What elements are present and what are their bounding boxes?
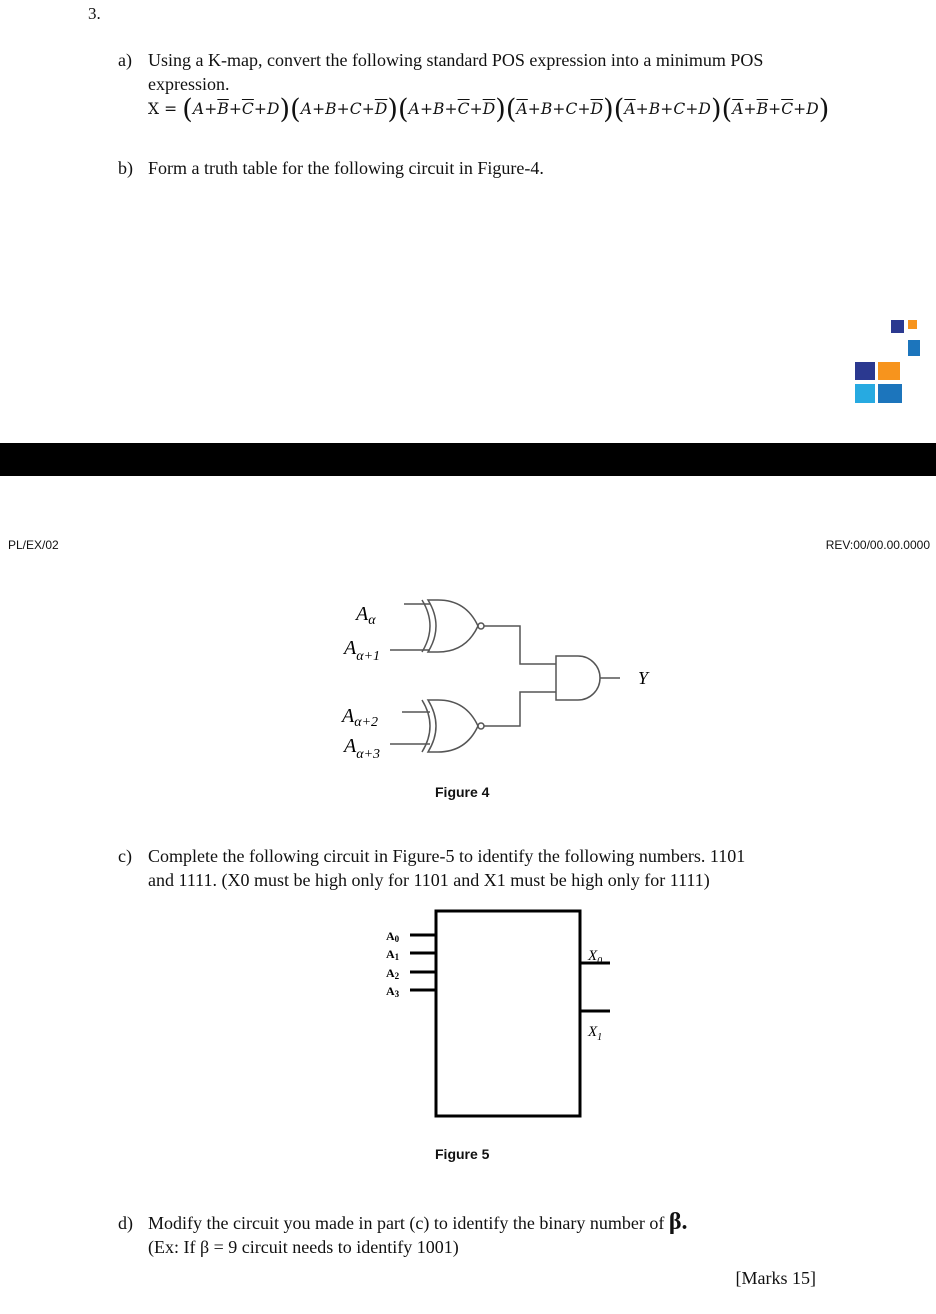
plus-operator: + — [228, 100, 242, 118]
complemented-variable: $\overline{A}$ — [516, 100, 528, 118]
xnor-gate-2 — [428, 700, 478, 752]
figure5-circuit — [370, 900, 630, 1122]
part-a — [118, 48, 908, 96]
xnor-gate-1 — [428, 600, 478, 652]
and-gate — [556, 656, 600, 700]
plus-operator: + — [253, 100, 267, 118]
xnor-gate-1-bubble — [478, 623, 484, 629]
paren-close: ) — [818, 94, 830, 125]
variable: C — [565, 100, 578, 118]
plus-operator: + — [527, 100, 541, 118]
figure4-wiring — [390, 600, 620, 752]
fig4-input-2: $A_{\alpha+1}$ — [344, 637, 381, 664]
part-d-label: d) — [118, 1213, 133, 1233]
logo-square-blue — [908, 340, 920, 356]
pos-term — [290, 94, 398, 125]
complemented-variable: $\overline{C}$ — [781, 100, 794, 118]
plus-operator: + — [312, 100, 326, 118]
fig5-input-a0: A0 — [386, 929, 400, 944]
pos-expression — [148, 94, 830, 125]
pos-term — [613, 94, 722, 125]
variable: D — [698, 100, 711, 118]
xor1-extra-arc — [422, 600, 430, 652]
plus-operator: + — [336, 100, 350, 118]
figure5-caption: Figure 5 — [435, 1146, 490, 1162]
logo-square-orange — [878, 362, 900, 380]
paren-open: ( — [182, 94, 193, 125]
complemented-variable: $\overline{D}$ — [374, 100, 388, 118]
plus-operator: + — [419, 100, 434, 118]
part-d-line2: (Ex: If β = 9 circuit needs to identify 1001) — [148, 1237, 459, 1257]
part-b-label: b) — [118, 158, 133, 178]
complemented-variable: $\overline{B}$ — [217, 100, 229, 118]
paren-open: ( — [290, 94, 301, 125]
paren-close: ) — [603, 94, 614, 125]
plus-operator: + — [793, 100, 807, 118]
part-a-label: a) — [118, 50, 132, 70]
variable: A — [300, 100, 313, 118]
figure5-box — [436, 911, 580, 1116]
marks-total: [Marks 15] — [735, 1268, 816, 1288]
paren-close: ) — [387, 94, 398, 125]
complemented-variable: $\overline{C}$ — [457, 100, 470, 118]
fig5-output-x1: $X_1$ — [588, 1024, 603, 1043]
beta-symbol: β. — [668, 1209, 688, 1235]
variable: B — [433, 100, 445, 118]
fig5-input-a3: A3 — [386, 984, 400, 999]
part-d-line1: Modify the circuit you made in part (c) to identify the binary number of — [148, 1213, 665, 1233]
variable: B — [540, 100, 553, 118]
paren-open: ( — [398, 94, 409, 125]
expression-terms — [182, 94, 830, 125]
complemented-variable: $\overline{B}$ — [756, 100, 769, 118]
fig5-input-a2: A2 — [386, 966, 400, 981]
fig4-input-3: $A_{\alpha+2}$ — [342, 705, 379, 730]
plus-operator: + — [660, 100, 674, 118]
logo-square-blue-bottom — [878, 384, 902, 403]
part-b-text: Form a truth table for the following circuit in Figure-4. — [148, 158, 544, 178]
part-a-text-line2: expression. — [148, 74, 230, 94]
paren-close: ) — [279, 94, 291, 125]
figure4-circuit — [330, 592, 670, 782]
part-b — [118, 156, 544, 180]
plus-operator: + — [685, 100, 699, 118]
fig4-output-y: Y — [638, 668, 649, 688]
part-c-label: c) — [118, 846, 132, 866]
pos-term — [398, 94, 506, 125]
figure4-caption: Figure 4 — [435, 784, 490, 800]
logo-square-teal — [855, 384, 875, 403]
part-c-line1: Complete the following circuit in Figure-5 to identify the following numbers. 1101 — [148, 846, 746, 866]
variable: D — [806, 100, 819, 118]
complemented-variable: $\overline{D}$ — [590, 100, 604, 118]
pos-term — [721, 94, 830, 125]
plus-operator: + — [469, 100, 483, 118]
complemented-variable: $\overline{A}$ — [624, 100, 636, 118]
institution-logo — [855, 318, 921, 404]
part-a-text-line1: Using a K-map, convert the following standard POS expression into a minimum POS — [148, 50, 764, 70]
expression-lhs: X = — [148, 100, 178, 118]
variable: B — [325, 100, 337, 118]
part-d — [118, 1210, 908, 1259]
paren-open: ( — [505, 94, 517, 125]
paren-close: ) — [710, 94, 722, 125]
logo-square-orange-small — [908, 320, 917, 329]
plus-operator: + — [552, 100, 566, 118]
plus-operator: + — [444, 100, 458, 118]
paren-close: ) — [495, 94, 506, 125]
part-c — [118, 844, 908, 892]
xnor-gate-2-bubble — [478, 723, 484, 729]
variable: C — [673, 100, 686, 118]
revision-code: REV:00/00.00.0000 — [825, 538, 930, 552]
question-number: 3. — [88, 4, 101, 23]
plus-operator: + — [743, 100, 757, 118]
logo-square-navy-left — [855, 362, 875, 380]
wire-g1-to-g3 — [484, 626, 556, 664]
plus-operator: + — [361, 100, 375, 118]
variable: C — [349, 100, 362, 118]
plus-operator: + — [204, 100, 218, 118]
pos-term — [182, 94, 291, 125]
paren-open: ( — [721, 94, 733, 125]
plus-operator: + — [577, 100, 591, 118]
wire-g2-to-g3 — [484, 692, 556, 726]
variable: A — [192, 100, 205, 118]
pos-term — [505, 94, 614, 125]
fig5-input-a1: A1 — [386, 947, 400, 962]
variable: B — [648, 100, 661, 118]
fig4-input-4: $A_{\alpha+3}$ — [344, 735, 381, 762]
variable: A — [408, 100, 420, 118]
paren-open: ( — [613, 94, 625, 125]
variable: D — [266, 100, 280, 118]
fig4-input-1: $A_\alpha$ — [356, 603, 376, 628]
part-c-line2: and 1111. (X0 must be high only for 1101 and X1 must be high only for 1111) — [148, 870, 710, 890]
page-footer-bar — [0, 443, 936, 476]
document-code: PL/EX/02 — [8, 538, 59, 552]
fig5-output-x0: $X_0$ — [588, 948, 603, 967]
complemented-variable: $\overline{C}$ — [241, 100, 254, 118]
complemented-variable: $\overline{A}$ — [732, 100, 744, 118]
complemented-variable: $\overline{D}$ — [482, 100, 496, 118]
plus-operator: + — [635, 100, 649, 118]
logo-square-navy — [891, 320, 904, 333]
plus-operator: + — [768, 100, 782, 118]
